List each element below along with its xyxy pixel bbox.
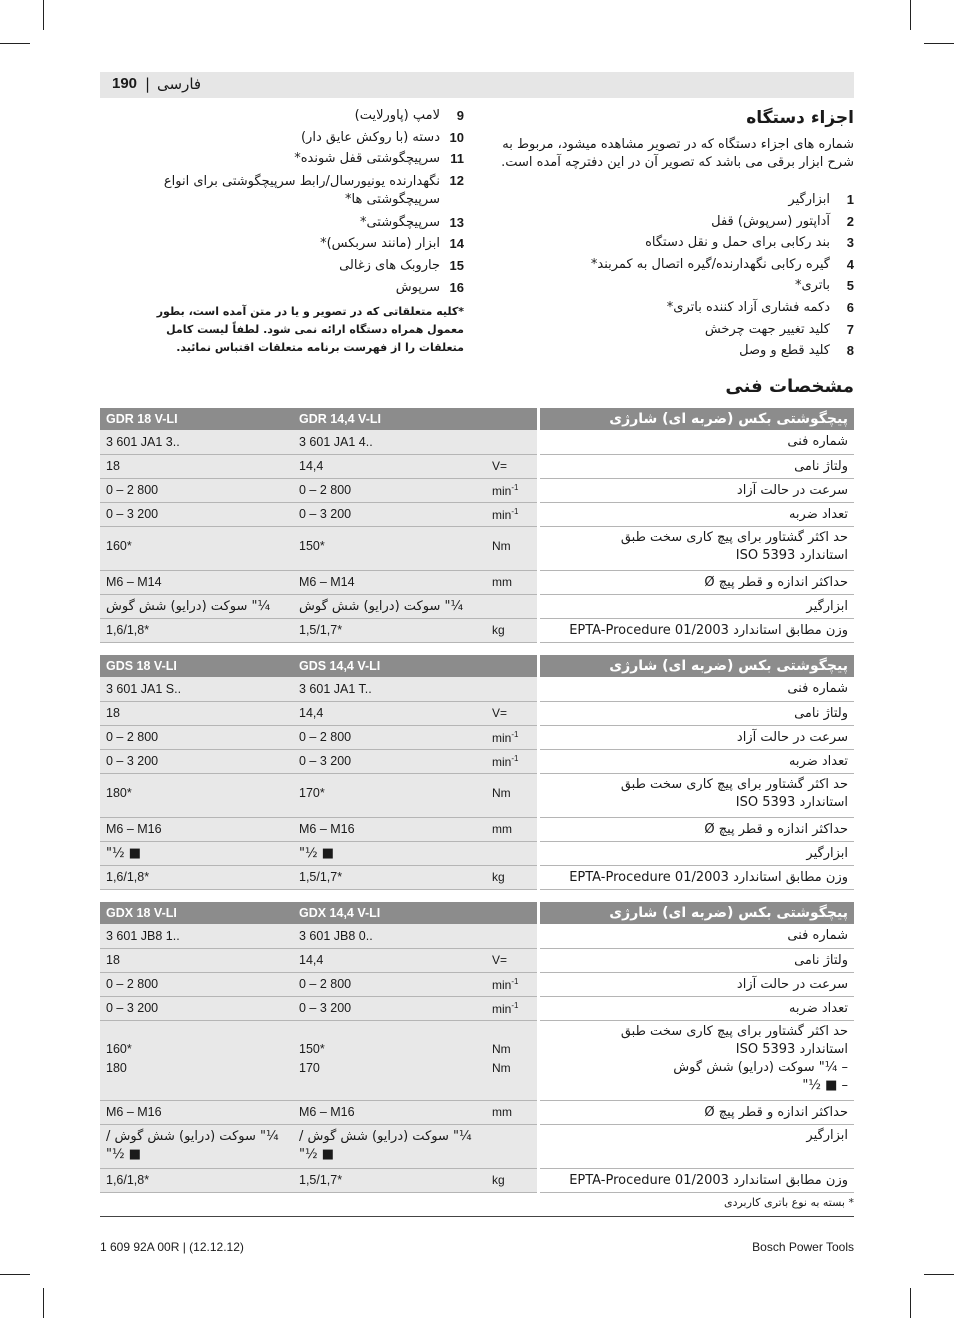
product-label: پیچگوشتی بکس (ضربه ای) شارژی [538, 408, 854, 430]
list-item [495, 322, 854, 344]
parts-intro: شماره های اجزاء دستگاه که در تصویر مشاهده میشود، مربوط به شرح ابزار برقی می باشد که تصویر آن در این دفترچه آمده است. [501, 137, 854, 170]
table-row: 160* 180 150* 170 Nm Nm حد اکثر گشتاور برای پیچ کاری سخت طبق استاندارد ISO 5393 – ¼" سوکت (درایو) شش گوش – ■ ½" [100, 1020, 854, 1100]
item-number: 16 [449, 279, 464, 295]
header-separator: | [145, 75, 151, 93]
item-number: 15 [449, 257, 464, 273]
list-item [100, 151, 464, 173]
table-header-row: GDS 18 V-LI GDS 14,4 V-LI پیچگوشتی بکس (ضربه ای) شارژی [100, 655, 854, 677]
item-number: 13 [449, 214, 464, 230]
list-item [100, 130, 464, 152]
list-item [495, 278, 854, 300]
parts-list-left [495, 192, 854, 365]
table-row: 3 601 JB8 1.. 3 601 JB8 0.. شماره فنی [100, 924, 854, 948]
item-text: سرپوش [395, 279, 440, 295]
item-number: 3 [846, 235, 854, 251]
crop-mark [43, 1288, 44, 1318]
table-row: M6 – M16 M6 – M16 mm حداکثر اندازه و قطر پیچ Ø [100, 1100, 854, 1124]
page-header [100, 72, 854, 98]
parts-title: اجزاء دستگاه [746, 108, 854, 128]
table-row: 180* 170* Nm حد اکثر گشتاور برای پیچ کاری سخت طبق استاندارد ISO 5393 [100, 773, 854, 817]
table-row: 0 – 3 200 0 – 3 200 $\min^{-1}$ تعداد ضربه [100, 502, 854, 526]
table-row: 160* 150* Nm حد اکثر گشتاور برای پیچ کاری سخت طبق استاندارد ISO 5393 [100, 526, 854, 570]
list-item [495, 214, 854, 236]
item-text: کلید تغییر جهت چرخش [704, 321, 830, 337]
list-item [495, 192, 854, 214]
table-row: 0 – 3 200 0 – 3 200 $\min^{-1}$ تعداد ضربه [100, 996, 854, 1020]
item-text: آداپتور (سرپوش) قفل [711, 213, 830, 229]
header-language: فارسی [157, 75, 202, 93]
item-text: کلید قطع و وصل [739, 343, 830, 359]
item-text: ابزار (مانند سربکس)* [320, 236, 440, 252]
item-text: سرپیچگوشتی* [359, 214, 440, 230]
item-number: 5 [846, 278, 854, 294]
spec-table-gdr [100, 408, 854, 643]
table-header-row [100, 408, 854, 430]
table-row: ■ ½" ■ ½" ابزارگیر [100, 841, 854, 865]
item-number: 10 [449, 129, 464, 145]
item-text: نگهدارنده یونیورسال/رابط سرپیچگوشتی برای انواع سرپیچگوشتی ها* [163, 173, 440, 207]
spec-table-gdx [100, 902, 854, 1193]
list-item [100, 215, 464, 237]
table-row: 0 – 3 200 0 – 3 200 $\min^{-1}$ تعداد ضربه [100, 749, 854, 773]
table-row: M6 – M16 M6 – M16 mm حداکثر اندازه و قطر پیچ Ø [100, 817, 854, 841]
crop-mark [910, 0, 911, 30]
table-row: 1,6/1,8* 1,5/1,7* kg وزن مطابق استاندارد EPTA-Procedure 01/2003 [100, 1168, 854, 1192]
crop-mark [910, 1288, 911, 1318]
table-row: ¼" سوکت (درایو) شش گوش / ■ ½" ¼" سوکت (درایو) شش گوش / ■ ½" ابزارگیر [100, 1124, 854, 1168]
item-text: دسته (با روکش عایق دار) [300, 129, 440, 145]
crop-mark [0, 43, 30, 44]
item-text: دکمه فشاری آزاد کننده باتری* [666, 299, 830, 315]
item-number: 2 [846, 213, 854, 229]
table-row: 3 601 JA1 S.. 3 601 JA1 T.. شماره فنی [100, 677, 854, 701]
item-number: 6 [846, 299, 854, 315]
item-number: 11 [450, 151, 464, 167]
item-text: بند رکابی برای حمل و نقل دستگاه [645, 235, 830, 251]
list-item [495, 257, 854, 279]
item-number: 7 [846, 321, 854, 337]
list-item [495, 300, 854, 322]
list-item [100, 173, 464, 215]
crop-mark [43, 0, 44, 30]
list-item [495, 235, 854, 257]
footer-doc-id: 1 609 92A 00R | (12.12.12) [100, 1240, 244, 1254]
list-item [100, 258, 464, 280]
table-row: ¼" سوکت (درایو) شش گوش ¼" سوکت (درایو) شش گوش ابزارگیر [100, 594, 854, 618]
table-row: 18 14,4 V= ولتاژ نامی [100, 454, 854, 478]
model-col-b: GDR 14,4 V-LI [293, 408, 486, 430]
item-number: 14 [449, 236, 464, 252]
table-row: 1,6/1,8* 1,5/1,7* kg وزن مطابق استاندارد EPTA-Procedure 01/2003 [100, 618, 854, 642]
specs-title: مشخصات فنی [725, 376, 854, 397]
specs-footnote: * بسته به نوع باتری کاربردی [723, 1196, 854, 1209]
parts-note [100, 303, 464, 357]
table-row: 3 601 JA1 3.. 3 601 JA1 4.. شماره فنی [100, 430, 854, 454]
parts-list-right [100, 108, 464, 357]
footer-rule [100, 1216, 854, 1217]
item-number: 1 [846, 192, 854, 207]
item-text: سرپیچگوشتی قفل شونده* [294, 151, 440, 167]
item-text: جاروبک های زغالی [339, 257, 440, 273]
table-row: M6 – M14 M6 – M14 mm حداکثر اندازه و قطر پیچ Ø [100, 570, 854, 594]
item-text: باتری* [794, 278, 830, 294]
list-item [100, 236, 464, 258]
page-number: 190 [112, 75, 138, 92]
table-row: 18 14,4 V= ولتاژ نامی [100, 948, 854, 972]
table-row: 0 – 2 800 0 – 2 800 $\min^{-1}$ سرعت در حالت آزاد [100, 478, 854, 502]
item-number: 12 [449, 172, 464, 188]
item-number: 8 [846, 343, 854, 359]
table-row: 1,6/1,8* 1,5/1,7* kg وزن مطابق استاندارد EPTA-Procedure 01/2003 [100, 865, 854, 889]
footer-brand: Bosch Power Tools [752, 1240, 854, 1254]
table-header-row: GDX 18 V-LI GDX 14,4 V-LI پیچگوشتی بکس (ضربه ای) شارژی [100, 902, 854, 924]
crop-mark [924, 43, 954, 44]
parts-section [495, 108, 854, 365]
list-item [100, 280, 464, 302]
model-col-a: GDR 18 V-LI [100, 408, 293, 430]
list-item [100, 108, 464, 130]
crop-mark [924, 1274, 954, 1275]
table-row: 0 – 2 800 0 – 2 800 $\min^{-1}$ سرعت در حالت آزاد [100, 972, 854, 996]
table-row: 18 14,4 V= ولتاژ نامی [100, 701, 854, 725]
item-text: گیره رکابی نگهدارنده/گیره اتصال به کمربند* [590, 256, 830, 272]
item-number: 4 [846, 256, 854, 272]
item-text: ابزارگیر [788, 192, 830, 207]
note-line: *کلیه متعلقاتی که در تصویر و یا در متن آمده است، بطور [156, 305, 464, 319]
table-row: 0 – 2 800 0 – 2 800 $\min^{-1}$ سرعت در حالت آزاد [100, 725, 854, 749]
note-line: متعلقات را از فهرست برنامه متعلقات اقتباس نمائید. [176, 341, 464, 355]
list-item [495, 343, 854, 365]
note-line: معمول همراه دستگاه ارائه نمی شود. لطفاً لیست کامل [166, 323, 464, 337]
item-number: 9 [456, 108, 464, 123]
crop-mark [0, 1274, 30, 1275]
item-text: لامپ (پاورلایت) [354, 108, 440, 123]
spec-table-gds [100, 655, 854, 890]
